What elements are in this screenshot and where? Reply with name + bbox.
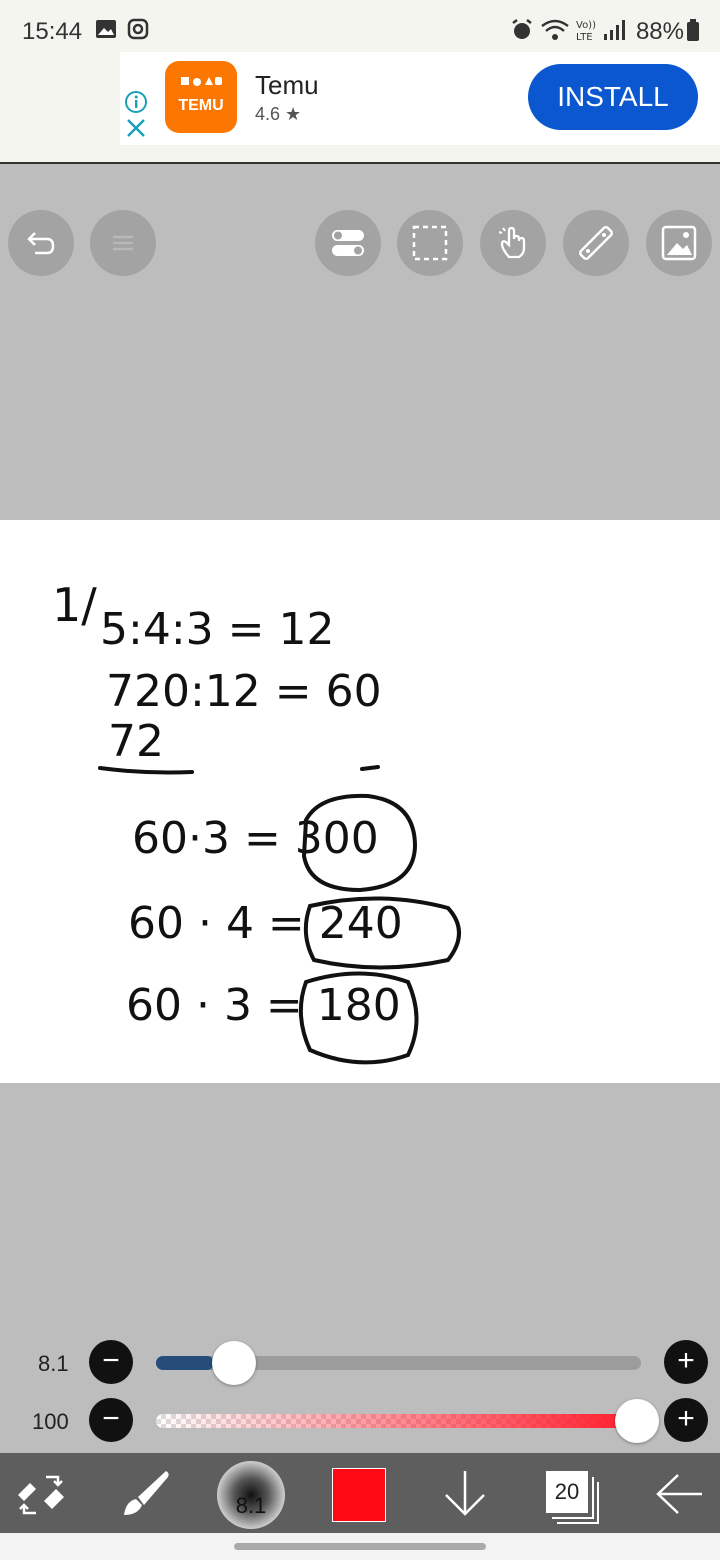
handwriting-line: 60·3 = 300 bbox=[132, 813, 379, 864]
bottom-toolbar bbox=[0, 1453, 720, 1533]
opacity-slider[interactable] bbox=[156, 1414, 641, 1428]
svg-text:LTE: LTE bbox=[576, 32, 593, 42]
brush-preview-button[interactable] bbox=[217, 1461, 285, 1529]
svg-text:Vo)): Vo)) bbox=[576, 20, 596, 31]
image-button[interactable] bbox=[646, 210, 712, 276]
touch-button[interactable] bbox=[480, 210, 546, 276]
instagram-icon bbox=[127, 18, 149, 45]
undo-icon bbox=[21, 223, 61, 263]
toggle-icon bbox=[328, 223, 368, 263]
handwriting-line: 720:12 = 60 bbox=[106, 666, 382, 717]
opacity-thumb[interactable] bbox=[615, 1399, 659, 1443]
drawing-canvas[interactable] bbox=[0, 520, 720, 1083]
handwriting-number: 1/ bbox=[52, 578, 97, 632]
ad-close-icon[interactable] bbox=[126, 118, 146, 143]
logo-text: TEMU bbox=[178, 97, 224, 114]
hand-icon bbox=[493, 223, 533, 263]
brush-size-decrease-button[interactable]: − bbox=[89, 1340, 133, 1384]
selection-icon bbox=[410, 223, 450, 263]
brush-size-thumb[interactable] bbox=[212, 1341, 256, 1385]
menu-button[interactable] bbox=[90, 210, 156, 276]
install-button[interactable]: INSTALL bbox=[528, 64, 698, 130]
brush-icon[interactable] bbox=[118, 1467, 172, 1526]
opacity-increase-button[interactable]: + bbox=[664, 1398, 708, 1442]
status-bar bbox=[0, 0, 720, 52]
battery-icon bbox=[686, 18, 700, 47]
brush-eraser-swap-icon[interactable] bbox=[14, 1467, 68, 1526]
brush-preview-size: 8.1 bbox=[235, 1493, 267, 1518]
handwriting-line: 60 · 4 = 240 bbox=[128, 898, 403, 949]
ad-app-name: Temu bbox=[255, 70, 319, 100]
wifi-icon bbox=[540, 18, 570, 47]
opacity-gradient bbox=[156, 1414, 641, 1428]
navigation-bar bbox=[0, 1533, 720, 1560]
opacity-decrease-button[interactable]: − bbox=[89, 1398, 133, 1442]
brush-size-increase-button[interactable]: + bbox=[664, 1340, 708, 1384]
lte-icon bbox=[576, 18, 598, 47]
handwriting-line: 5:4:3 = 12 bbox=[100, 604, 335, 655]
signal-icon bbox=[602, 18, 626, 47]
ad-rating: 4.6 ★ bbox=[255, 104, 302, 124]
ad-info-icon[interactable] bbox=[124, 90, 148, 119]
battery-percent: 88% bbox=[635, 18, 684, 45]
status-time: 15:44 bbox=[22, 18, 83, 45]
ad-banner bbox=[0, 52, 720, 164]
opacity-value: 100 bbox=[32, 1409, 69, 1434]
ruler-button[interactable] bbox=[563, 210, 629, 276]
layers-button[interactable] bbox=[546, 1471, 588, 1513]
toggle-button[interactable] bbox=[315, 210, 381, 276]
layers-count: 20 bbox=[554, 1479, 580, 1504]
temu-logo[interactable] bbox=[165, 61, 237, 133]
menu-icon bbox=[103, 223, 143, 263]
home-indicator[interactable] bbox=[234, 1543, 486, 1550]
alarm-icon bbox=[510, 18, 534, 47]
color-swatch[interactable] bbox=[332, 1468, 386, 1522]
ruler-icon bbox=[576, 223, 616, 263]
selection-button[interactable] bbox=[397, 210, 463, 276]
gallery-icon bbox=[95, 18, 117, 45]
back-arrow-icon[interactable] bbox=[652, 1467, 706, 1526]
brush-size-value: 8.1 bbox=[38, 1351, 69, 1376]
download-arrow-icon[interactable] bbox=[440, 1467, 490, 1526]
undo-button[interactable] bbox=[8, 210, 74, 276]
image-icon bbox=[659, 223, 699, 263]
handwriting-line: 72 bbox=[108, 716, 164, 767]
handwriting-line: 60 · 3 = 180 bbox=[126, 980, 401, 1031]
brush-size-fill bbox=[156, 1356, 214, 1370]
